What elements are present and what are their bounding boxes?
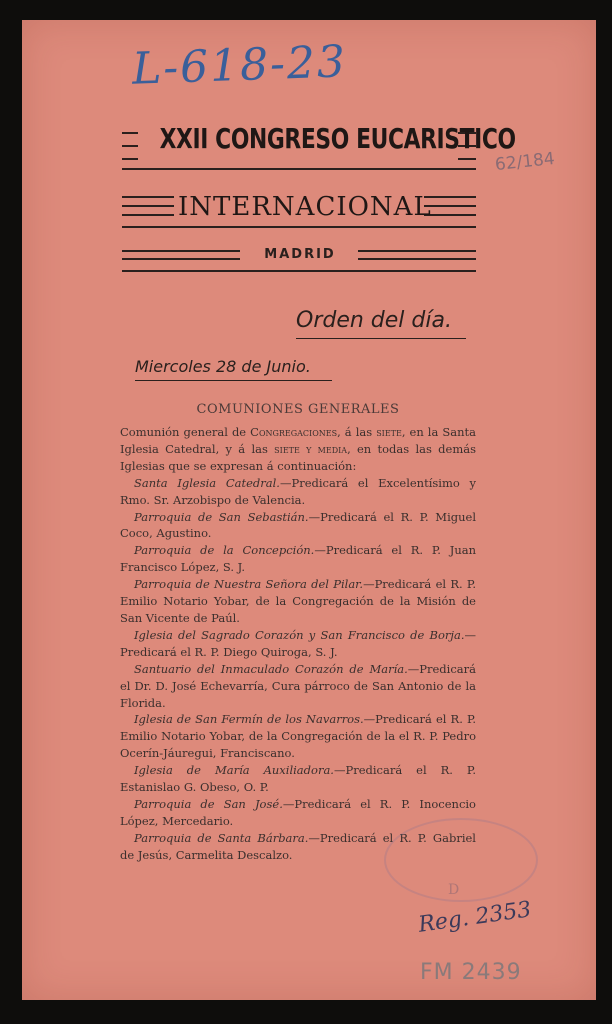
orden-underline <box>296 338 466 339</box>
orden-heading: Orden del día. <box>296 308 452 333</box>
entry-place: Iglesia de San Fermín de los Navarros. <box>134 712 364 727</box>
title2-rule-right-1 <box>424 196 476 198</box>
fm-code-label: FM 2439 <box>420 960 522 985</box>
entry-place: Iglesia del Sagrado Corazón y San Francisco de Borja. <box>134 627 465 642</box>
entry-text: —Predicará el R. P. Emilio Notario Yobar, de la Congregación de la el R. P. Pedro Ocerín-Jáuregui, Franciscano. <box>120 712 477 761</box>
entry-text: —Predicará el R. P. Emilio Notario Yobar, de la Congregación de la Misión de San Vicente de Paúl. <box>120 577 476 625</box>
handwritten-side-note: 62/184 <box>494 148 556 176</box>
entry-text: —Predicará el Excelentísimo y Rmo. Sr. Arzobispo de Valencia. <box>120 475 476 507</box>
entry-paragraph <box>120 509 476 543</box>
stamp-letter: D <box>448 882 460 898</box>
entry-place: Parroquia de la Concepción. <box>134 543 315 558</box>
title1-rule-right-bot <box>458 158 476 160</box>
date-underline <box>135 380 332 381</box>
title2-rule-left-1 <box>122 196 174 198</box>
entry-paragraph <box>120 475 476 509</box>
title2-rule-left-3 <box>122 214 174 216</box>
entry-paragraph <box>120 576 476 627</box>
intro-text-1: Comunión general de <box>120 425 251 439</box>
entry-paragraph <box>120 711 476 762</box>
entry-text: —Predicará el Dr. D. José Echevarría, Cura párroco de San Antonio de la Florida. <box>120 661 476 710</box>
entry-paragraph <box>120 627 476 661</box>
city-rule-left-1 <box>122 250 240 252</box>
intro-text-7: , en todas las demás Iglesias que se expresan á continuación: <box>120 441 476 473</box>
entry-place: Parroquia de San Sebastián. <box>134 509 309 524</box>
intro-text-5: , en la Santa Iglesia Catedral, y á las <box>120 425 476 456</box>
entry-place: Santuario del Inmaculado Corazón de María. <box>134 661 408 676</box>
intro-paragraph <box>120 424 476 475</box>
body-text <box>120 424 476 864</box>
faded-library-stamp <box>384 818 538 902</box>
entry-place: Santa Iglesia Catedral. <box>134 475 280 490</box>
title1-rule-left-mid <box>122 145 138 147</box>
entry-text: —Predicará el R. P. Estanislao G. Obeso, O. P. <box>120 763 476 795</box>
entry-text: —Predicará el R. P. Gabriel de Jesús, Carmelita Descalzo. <box>120 830 476 862</box>
congress-title: XXII CONGRESO EUCARISTICO <box>159 122 516 155</box>
entry-text: —Predicará el R. P. Diego Quiroga, S. J. <box>120 627 476 659</box>
title2-underline <box>122 226 476 228</box>
city-rule-right-1 <box>358 250 476 252</box>
entry-paragraph <box>120 762 476 796</box>
title1-rule-left-bot <box>122 158 138 160</box>
intro-text-4: siete <box>376 425 402 439</box>
city-label: MADRID <box>264 247 336 262</box>
intro-text-6: siete y media <box>274 441 348 456</box>
entry-paragraph <box>120 661 476 712</box>
section-title: COMUNIONES GENERALES <box>196 402 400 417</box>
entry-place: Parroquia de San José. <box>134 796 283 811</box>
congress-subtitle: INTERNACIONAL <box>178 192 432 222</box>
handwritten-registry-note: Reg. 2353 <box>416 897 533 938</box>
title2-rule-right-3 <box>424 214 476 216</box>
intro-text-3: , á las <box>337 425 377 439</box>
city-rule-right-2 <box>358 258 476 260</box>
title1-rule-left-top <box>122 132 138 134</box>
city-underline <box>122 270 476 272</box>
handwritten-catalog-ref: L-618-23 <box>131 36 348 95</box>
intro-text-2: Congregaciones <box>250 425 338 439</box>
title2-rule-right-2 <box>424 205 476 207</box>
entry-paragraph <box>120 542 476 576</box>
entry-place: Parroquia de Nuestra Señora del Pilar. <box>134 577 364 592</box>
entry-place: Iglesia de María Auxiliadora. <box>134 763 334 778</box>
entry-text: —Predicará el R. P. Juan Francisco López, S. J. <box>120 543 476 575</box>
city-rule-left-2 <box>122 258 240 260</box>
entry-text: —Predicará el R. P. Inocencio López, Mercedario. <box>120 796 476 828</box>
entry-text: —Predicará el R. P. Miguel Coco, Agustino. <box>120 509 477 541</box>
date-heading: Miercoles 28 de Junio. <box>135 357 311 376</box>
title2-rule-left-2 <box>122 205 174 207</box>
title1-underline <box>122 168 476 170</box>
entry-place: Parroquia de Santa Bárbara. <box>134 830 309 845</box>
